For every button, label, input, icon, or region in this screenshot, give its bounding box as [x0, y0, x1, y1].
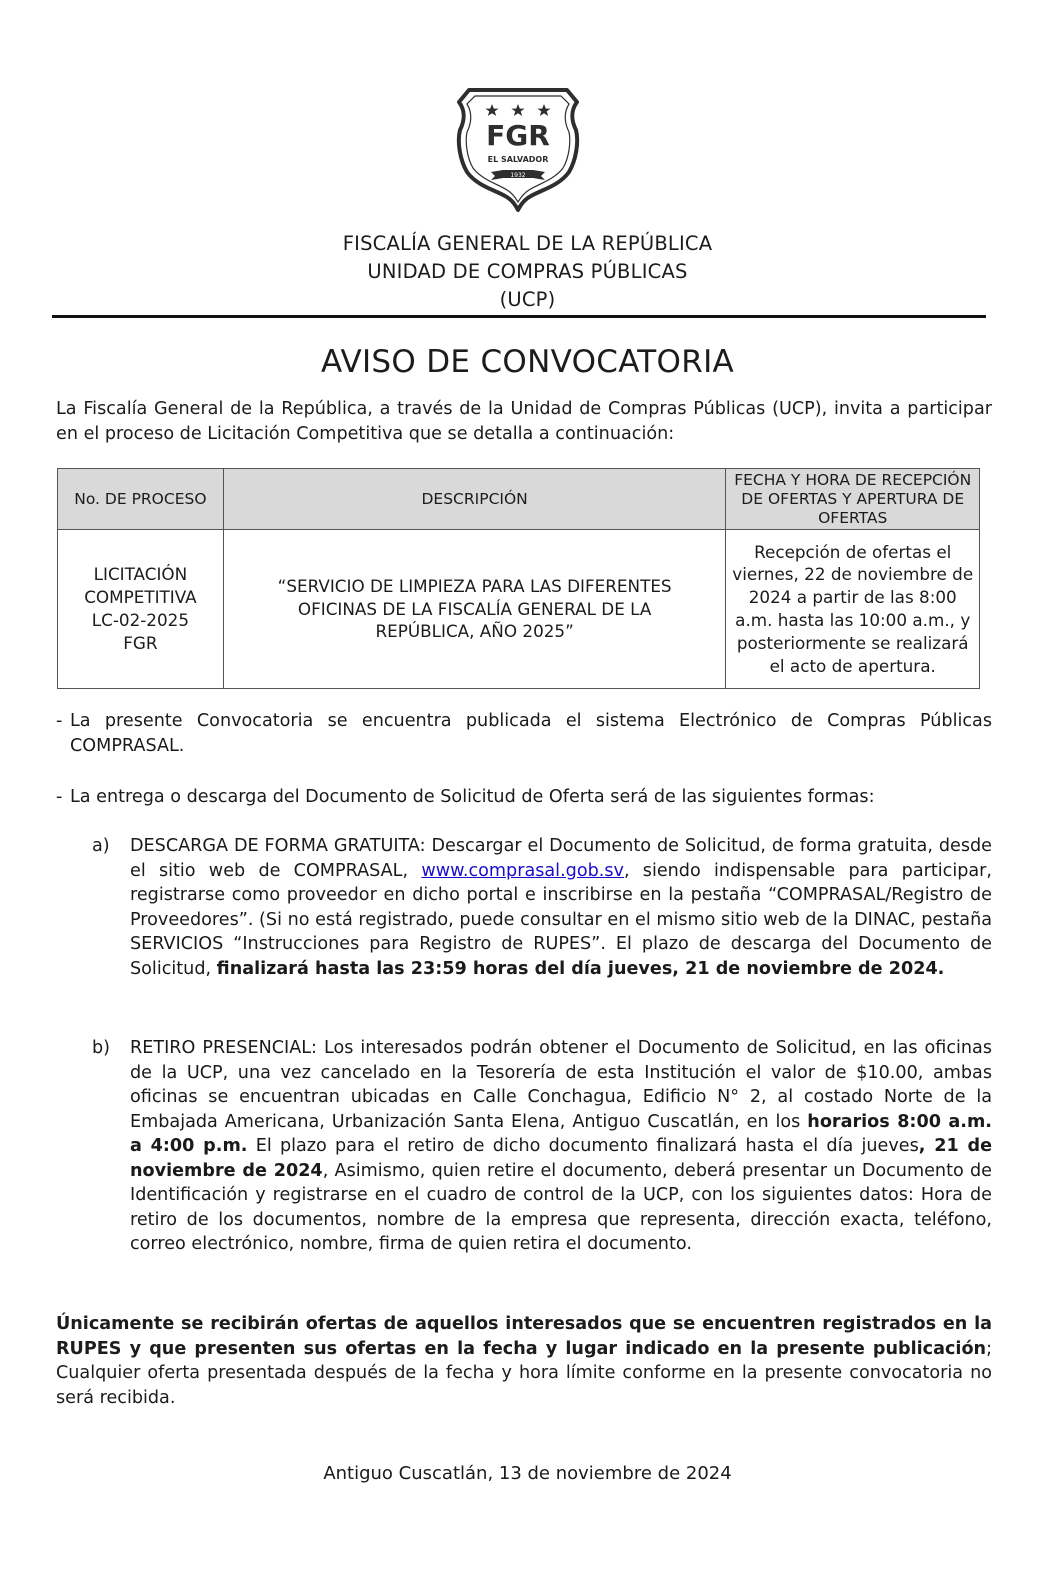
date-time-cell [726, 530, 980, 689]
option-a-body-1: Descargar el Documento de Solicitud, de forma gratuita, desde el sitio web de COMPRASAL, [130, 836, 993, 881]
option-b-text [130, 1036, 992, 1257]
option-a-body-2: , siendo indispensable para participar, registrarse como proveedor en dicho portal e inscribirse en la pestaña “COMPRASAL/Registro de Proveedores”. (Si no está registrado, puede consultar en el mismo sitio web de la DINAC, pestaña SERVICIOS “Instrucciones para Registro de RUPES”. El plazo de descarga del Documento de Solicitud, [130, 860, 992, 979]
column-header-description: DESCRIPCIÓN [223, 469, 726, 530]
option-a-deadline: finalizará hasta las 23:59 horas del día jueves, 21 de noviembre de 2024. [216, 958, 945, 979]
option-b-body-3: , Asimismo, quien retire el documento, deberá presentar un Documento de Identificación y registrarse en el cuadro de control de la UCP, con los siguientes datos: Hora de retiro de los documentos, nombre de la empresa que representa, dirección exacta, teléfono, correo electrónico, nombre, firma de quien retira el documento. [130, 1160, 992, 1254]
institution-name: FISCALÍA GENERAL DE LA REPÚBLICA [342, 232, 713, 255]
page-title: AVISO DE CONVOCATORIA [320, 344, 735, 380]
table-row [58, 530, 980, 689]
place-and-date: Antiguo Cuscatlán, 13 de noviembre de 2024 [323, 1463, 732, 1484]
description-cell [223, 530, 726, 689]
column-header-date-time [726, 469, 980, 530]
option-b-deadline: , 21 de noviembre de 2024 [130, 1136, 993, 1181]
unit-acronym: (UCP) [499, 288, 556, 311]
bullet-publication [56, 709, 992, 758]
option-b-label: b) [92, 1038, 111, 1058]
final-notice-normal: ; Cualquier oferta presentada después de la fecha y hora límite conforme en la presente convocatoria no será recibida. [56, 1338, 992, 1408]
logo-acronym: FGR [486, 119, 550, 152]
column-header-process-number: No. DE PROCESO [58, 469, 224, 530]
process-table [57, 468, 980, 689]
header-divider [52, 315, 986, 318]
date-time-text: Recepción de ofertas el viernes, 22 de noviembre de 2024 a partir de las 8:00 a.m. hasta las 10:00 a.m., y posteriormente se realizará el acto de apertura. [732, 541, 974, 676]
option-a-free-download [92, 834, 992, 981]
option-a-text [130, 834, 992, 981]
bullet-text: La presente Convocatoria se encuentra publicada el sistema Electrónico de Compras Públicas COMPRASAL. [70, 711, 992, 756]
option-b-body-2: El plazo para el retiro de dicho documento finalizará hasta el día jueves [247, 1136, 919, 1156]
logo-ribbon-year: 1932 [510, 172, 526, 179]
option-a-heading: DESCARGA DE FORMA GRATUITA: [130, 836, 426, 856]
process-type-line1: LICITACIÓN [93, 564, 188, 585]
bullet-dash: - [56, 787, 63, 807]
unit-name: UNIDAD DE COMPRAS PÚBLICAS [367, 260, 688, 283]
description-text: “SERVICIO DE LIMPIEZA PARA LAS DIFERENTES OFICINAS DE LA FISCALÍA GENERAL DE LA REPÚBLICA, AÑO 2025” [277, 575, 672, 642]
process-org: FGR [123, 632, 158, 653]
bullet-delivery [56, 785, 992, 810]
date-time-header-text: FECHA Y HORA DE RECEPCIÓN DE OFERTAS Y APERTURA DE OFERTAS [734, 470, 972, 527]
comprasal-link[interactable]: www.comprasal.gob.sv [421, 860, 624, 881]
option-b-heading: RETIRO PRESENCIAL: [130, 1038, 317, 1058]
bullet-dash: - [56, 711, 63, 731]
table-header-row [58, 469, 980, 530]
option-a-label: a) [92, 836, 110, 856]
fgr-shield-logo-icon [455, 80, 581, 212]
process-number-cell [58, 530, 224, 689]
logo-country: EL SALVADOR [487, 155, 549, 164]
process-type-line2: COMPETITIVA [84, 587, 197, 608]
process-code: LC-02-2025 [91, 610, 190, 630]
option-b-body-1: Los interesados podrán obtener el Documento de Solicitud, en las oficinas de la UCP, una vez cancelado en la Tesorería de esta Institución el valor de $10.00, ambas oficinas se encuentran ubicadas en Calle Conchagua, Edificio N° 2, al costado Norte de la Embajada Americana, Urbanización Santa Elena, Antiguo Cuscatlán, en los [130, 1038, 992, 1132]
final-notice-bold: Únicamente se recibirán ofertas de aquellos interesados que se encuentren registrados en la RUPES y que presenten sus ofertas en la fecha y lugar indicado en la presente publicación [56, 1314, 992, 1359]
option-b-in-person [92, 1036, 992, 1257]
final-notice [56, 1312, 992, 1410]
option-b-hours: horarios 8:00 a.m. a 4:00 p.m. [130, 1111, 992, 1156]
bullet-text: La entrega o descarga del Documento de Solicitud de Oferta será de las siguientes formas: [70, 787, 875, 807]
intro-paragraph: La Fiscalía General de la República, a través de la Unidad de Compras Públicas (UCP), invita a participar en el proceso de Licitación Competitiva que se detalla a continuación: [56, 399, 992, 444]
